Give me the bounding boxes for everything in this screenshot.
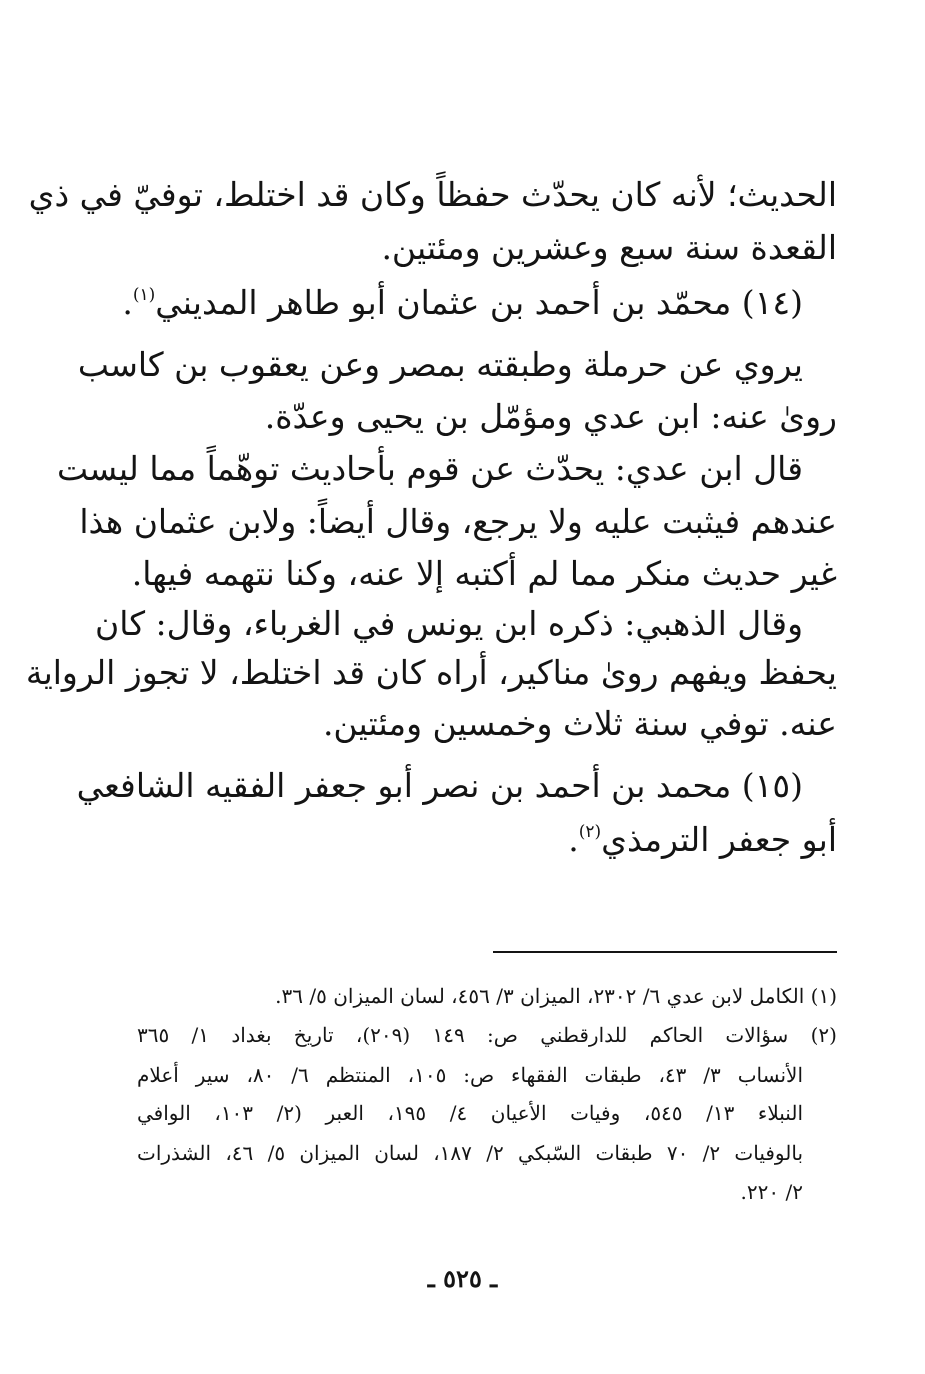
text-line-end: .: [568, 820, 579, 859]
footnote-line: ٢/ ٢٢٠.: [740, 1180, 803, 1204]
text-line: الحديث؛ لأنه كان يحدّث حفظاً وكان قد اختلط، توفيّ في ذي: [28, 175, 837, 214]
footnote-ref: (٢): [578, 822, 602, 842]
footnote-ref: (١): [132, 285, 156, 305]
footnote-divider: [493, 951, 837, 953]
text-line: القعدة سنة سبع وعشرين ومئتين.: [381, 228, 837, 267]
footnote-line: (٢) سؤالات الحاكم للدارقطني ص: ١٤٩ (٢٠٩)، تاريخ بغداد ١/ ٣٦٥: [137, 1023, 837, 1047]
entry-heading: [122, 283, 803, 327]
entry-heading-end: .: [122, 283, 133, 322]
text-line: وقال الذهبي: ذكره ابن يونس في الغرباء، وقال: كان: [95, 604, 803, 643]
footnote-line: (١) الكامل لابن عدي ٦/ ٢٣٠٢، الميزان ٣/ ٤٥٦، لسان الميزان ٥/ ٣٦.: [275, 984, 837, 1008]
text-line: عندهم فيثبت عليه ولا يرجع، وقال أيضاً: ولابن عثمان هذا: [79, 502, 837, 541]
text-line-part: أبو جعفر الترمذي: [601, 820, 837, 859]
text-line: روىٰ عنه: ابن عدي ومؤمّل بن يحيى وعدّة.: [264, 397, 837, 436]
footnote-line: النبلاء ١٣/ ٥٤٥، وفيات الأعيان ٤/ ١٩٥، العبر (٢/ ١٠٣، الوافي: [137, 1101, 803, 1125]
text-line: [137, 820, 837, 864]
entry-heading-text: (١٤) محمّد بن أحمد بن عثمان أبو طاهر المديني: [155, 283, 803, 322]
page-number: ـ ٥٢٥ ـ: [427, 1264, 498, 1293]
text-line: يحفظ ويفهم روىٰ مناكير، أراه كان قد اختلط، لا تجوز الرواية: [25, 653, 837, 692]
footnote-line: بالوفيات ٢/ ٧٠ طبقات السّبكي ٢/ ١٨٧، لسان الميزان ٥/ ٤٦، الشذرات: [137, 1141, 804, 1165]
text-line: قال ابن عدي: يحدّث عن قوم بأحاديث توهّماً مما ليست: [57, 449, 803, 488]
entry-heading: (١٥) محمد بن أحمد بن نصر أبو جعفر الفقيه الشافعي: [76, 766, 803, 805]
text-line: عنه. توفي سنة ثلاث وخمسين ومئتين.: [322, 704, 837, 743]
text-line: غير حديث منكر مما لم أكتبه إلا عنه، وكنا نتهمه فيها.: [131, 554, 837, 593]
text-line: يروي عن حرملة وطبقته بمصر وعن يعقوب بن كاسب: [77, 345, 803, 384]
footnote-line: الأنساب ٣/ ٤٣، طبقات الفقهاء ص: ١٠٥، المنتظم ٦/ ٨٠، سير أعلام: [137, 1063, 803, 1087]
